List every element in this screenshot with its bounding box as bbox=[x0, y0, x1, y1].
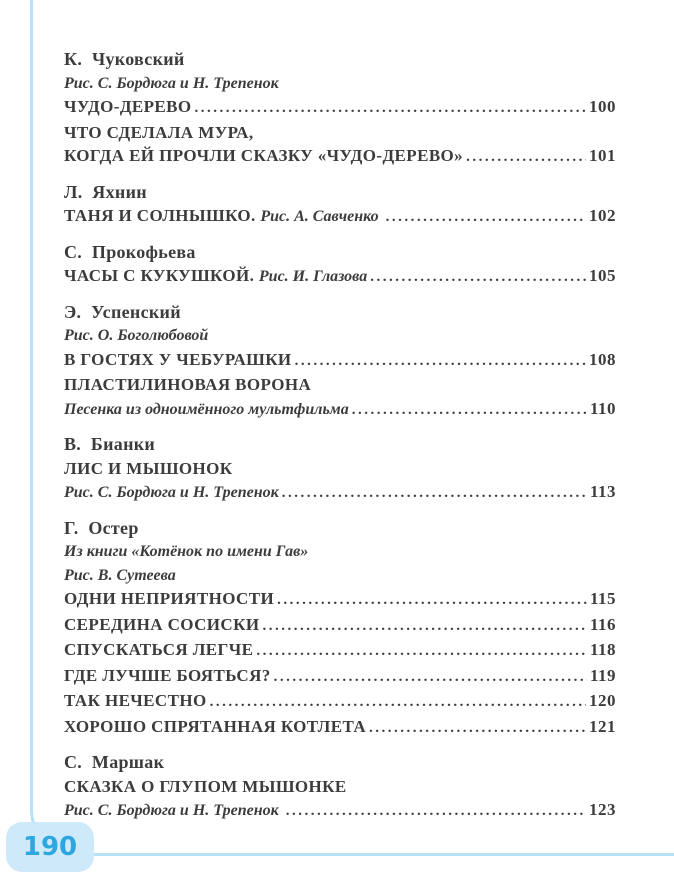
toc-text: ХОРОШО СПРЯТАННАЯ КОТЛЕТА bbox=[64, 716, 367, 736]
toc-text: Рис. И. Глазова bbox=[258, 268, 368, 285]
toc-text: ЧУДО-ДЕРЕВО bbox=[64, 97, 192, 116]
toc-line bbox=[64, 348, 616, 374]
toc-section bbox=[64, 181, 616, 230]
toc-line bbox=[64, 144, 616, 170]
page-number-badge: 190 bbox=[6, 822, 94, 872]
toc-section bbox=[64, 517, 616, 741]
dotted-leader bbox=[195, 97, 586, 121]
page-ref: 102 bbox=[589, 206, 616, 225]
page-ref: 110 bbox=[589, 398, 616, 418]
toc-line bbox=[64, 775, 616, 799]
toc-author: Г. Остер bbox=[64, 517, 139, 538]
toc-text: ЛИС И МЫШОНОК bbox=[64, 458, 233, 478]
dotted-leader bbox=[277, 589, 587, 613]
toc-text: Рис. О. Боголюбовой bbox=[64, 327, 209, 344]
dotted-leader bbox=[295, 350, 586, 374]
toc-line bbox=[64, 480, 616, 506]
toc-author: С. Маршак bbox=[64, 752, 165, 772]
toc-text: КОГДА ЕЙ ПРОЧЛИ СКАЗКУ «ЧУДО-ДЕРЕВО» bbox=[64, 146, 464, 165]
toc-line bbox=[64, 664, 616, 690]
dotted-leader bbox=[352, 399, 587, 423]
toc-text: Рис. С. Бордюга и Н. Трепенок bbox=[64, 484, 279, 501]
toc-line bbox=[64, 397, 616, 423]
toc-line bbox=[64, 264, 616, 290]
page-ref: 116 bbox=[589, 614, 616, 634]
page-ref: 121 bbox=[589, 716, 616, 736]
page-ref: 105 bbox=[589, 266, 616, 285]
toc-author: Э. Успенский bbox=[64, 301, 181, 322]
dotted-leader bbox=[369, 717, 586, 741]
toc-author: К. Чуковский bbox=[64, 49, 185, 69]
page-ref: 120 bbox=[589, 691, 616, 710]
toc-text: СКАЗКА О ГЛУПОМ МЫШОНКЕ bbox=[64, 776, 347, 796]
toc-text: ТАК НЕЧЕСТНО bbox=[64, 691, 207, 710]
toc-section bbox=[64, 48, 616, 170]
toc-line bbox=[64, 540, 616, 564]
page-ref: 118 bbox=[589, 640, 616, 659]
toc-text: СЕРЕДИНА СОСИСКИ bbox=[64, 614, 260, 634]
toc-text: Рис. С. Бордюга и Н. Трепенок bbox=[64, 74, 279, 92]
toc-text: ЧТО СДЕЛАЛА МУРА, bbox=[64, 122, 254, 142]
dotted-leader bbox=[286, 800, 586, 824]
page-ref: 115 bbox=[589, 589, 616, 608]
dotted-leader bbox=[256, 640, 587, 664]
dotted-leader bbox=[466, 146, 586, 170]
toc-text: ГДЕ ЛУЧШЕ БОЯТЬСЯ? bbox=[64, 665, 271, 685]
toc-line bbox=[64, 324, 616, 348]
toc-line bbox=[64, 204, 616, 230]
toc-author: В. Бианки bbox=[64, 434, 156, 454]
toc-line bbox=[64, 587, 616, 613]
toc-section bbox=[64, 241, 616, 290]
page-ref: 123 bbox=[589, 800, 616, 819]
toc-line bbox=[64, 689, 616, 715]
page-ref: 119 bbox=[589, 665, 616, 685]
page-ref: 100 bbox=[589, 97, 616, 116]
dotted-leader bbox=[210, 691, 586, 715]
toc-text: СПУСКАТЬСЯ ЛЕГЧЕ bbox=[64, 640, 254, 659]
dotted-leader bbox=[274, 666, 587, 690]
dotted-leader bbox=[262, 615, 586, 639]
page-ref: 113 bbox=[589, 482, 616, 501]
toc-text: Песенка из одноимённого мультфильма bbox=[64, 400, 349, 418]
toc-text: Рис. А. Савченко bbox=[260, 208, 383, 225]
dotted-leader bbox=[386, 206, 586, 230]
page-ref: 108 bbox=[589, 349, 616, 369]
toc-text: ОДНИ НЕПРИЯТНОСТИ bbox=[64, 589, 275, 608]
toc-section bbox=[64, 751, 616, 824]
toc-line bbox=[64, 373, 616, 397]
page-ref: 101 bbox=[589, 146, 616, 165]
toc-line bbox=[64, 95, 616, 121]
toc-line bbox=[64, 638, 616, 664]
toc-text: ЧАСЫ С КУКУШКОЙ. bbox=[64, 266, 259, 285]
toc-text: ТАНЯ И СОЛНЫШКО. bbox=[64, 206, 261, 225]
toc-text: Рис. С. Бордюга и Н. Трепенок bbox=[64, 802, 283, 819]
toc-line bbox=[64, 798, 616, 824]
dotted-leader bbox=[370, 266, 586, 290]
toc-line bbox=[64, 564, 616, 588]
toc-line bbox=[64, 715, 616, 741]
toc-author: Л. Яхнин bbox=[64, 181, 147, 202]
toc-line bbox=[64, 72, 616, 96]
toc-line bbox=[64, 121, 616, 145]
toc-author: С. Прокофьева bbox=[64, 241, 196, 262]
toc-section bbox=[64, 433, 616, 506]
toc-text: Из книги «Котёнок по имени Гав» bbox=[64, 543, 309, 560]
toc-text: ПЛАСТИЛИНОВАЯ ВОРОНА bbox=[64, 375, 312, 394]
toc bbox=[64, 48, 616, 824]
toc-line bbox=[64, 613, 616, 639]
toc-text: Рис. В. Сутеева bbox=[64, 566, 176, 584]
dotted-leader bbox=[282, 482, 587, 506]
toc-line bbox=[64, 457, 616, 481]
toc-section bbox=[64, 301, 616, 423]
toc-text: В ГОСТЯХ У ЧЕБУРАШКИ bbox=[64, 349, 292, 369]
